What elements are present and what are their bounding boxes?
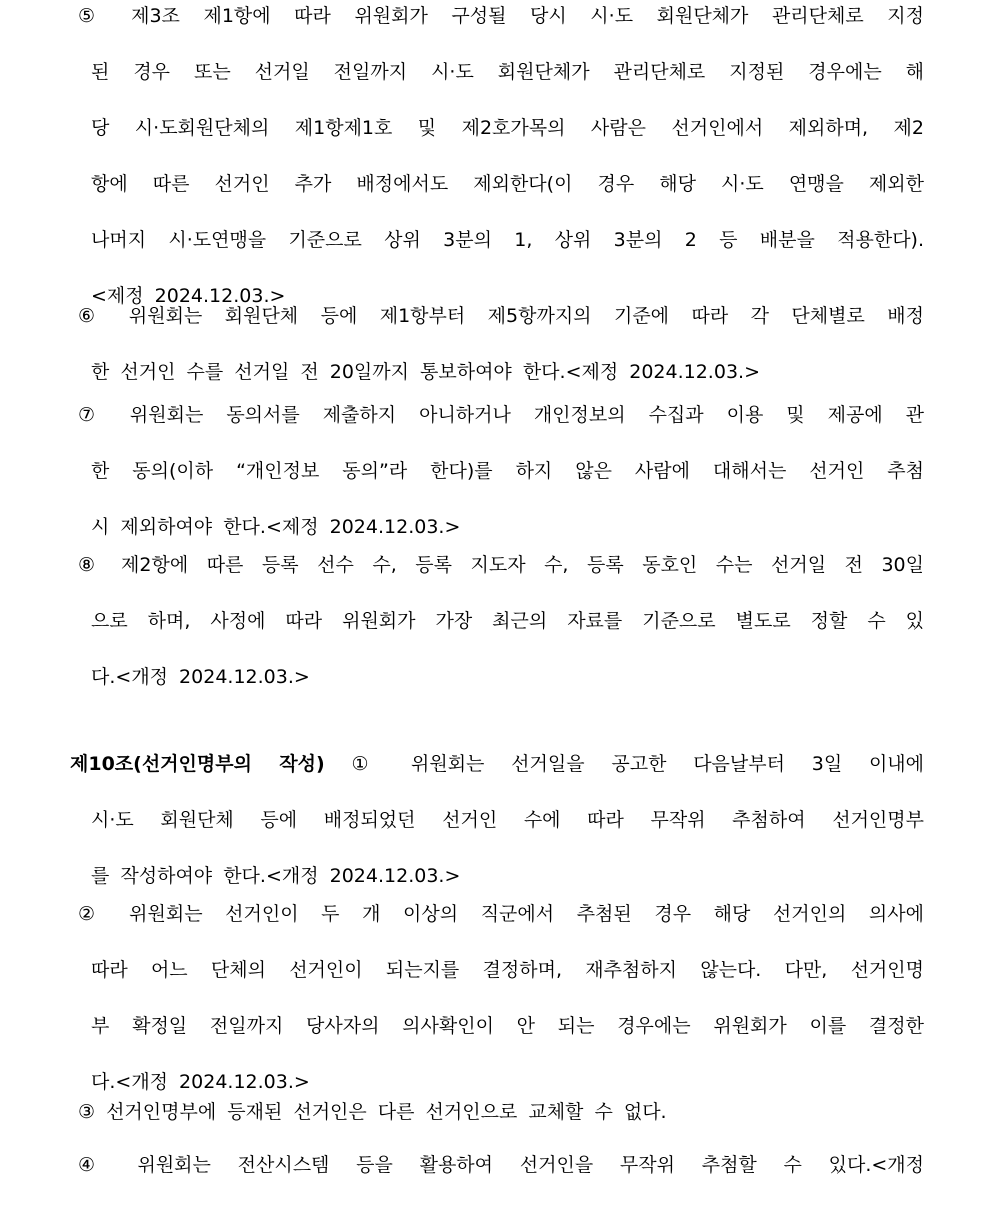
text-line: 다.<개정 2024.12.03.> bbox=[91, 1071, 310, 1093]
text-line: 한 선거인 수를 선거일 전 20일까지 통보하여야 한다.<제정 2024.12.03.> bbox=[91, 361, 760, 383]
text-line: 부 확정일 전일까지 당사자의 의사확인이 안 되는 경우에는 위원회가 이를 결정한 bbox=[91, 1015, 924, 1037]
text-line: 다.<개정 2024.12.03.> bbox=[91, 666, 310, 688]
paragraph-6 bbox=[78, 304, 924, 416]
text-line: 된 경우 또는 선거일 전일까지 시·도 회원단체가 관리단체로 지정된 경우에는 해 bbox=[91, 61, 924, 83]
article-10-clause-4 bbox=[78, 1153, 924, 1209]
article-10-clause-2 bbox=[78, 902, 924, 1126]
text-line: ⑤ 제3조 제1항에 따라 위원회가 구성될 당시 시·도 회원단체가 관리단체로 지정 bbox=[78, 5, 924, 27]
text-line: ⑥ 위원회는 회원단체 등에 제1항부터 제5항까지의 기준에 따라 각 단체별로 배정 bbox=[78, 305, 924, 327]
text-line: 한 동의(이하 “개인정보 동의”라 한다)를 하지 않은 사람에 대해서는 선거인 추첨 bbox=[91, 460, 924, 482]
text-line: 를 작성하여야 한다.<개정 2024.12.03.> bbox=[91, 865, 461, 887]
article-10-clause-3 bbox=[78, 1100, 924, 1156]
text-line: 항에 따른 선거인 추가 배정에서도 제외한다(이 경우 해당 시·도 연맹을 제외한 bbox=[91, 173, 924, 195]
text-line: ⑦ 위원회는 동의서를 제출하지 아니하거나 개인정보의 수집과 이용 및 제공에 관 bbox=[78, 404, 924, 426]
text-line: ② 위원회는 선거인이 두 개 이상의 직군에서 추첨된 경우 해당 선거인의 의사에 bbox=[78, 903, 924, 925]
article-clause-1-start: ① 위원회는 선거일을 공고한 다음날부터 3일 이내에 bbox=[324, 753, 925, 775]
article-first-line bbox=[70, 752, 924, 776]
text-line: 나머지 시·도연맹을 기준으로 상위 3분의 1, 상위 3분의 2 등 배분을 적용한다). bbox=[91, 229, 924, 251]
text-line: <제정 2024.12.03.> bbox=[91, 285, 286, 307]
paragraph-5 bbox=[78, 4, 924, 340]
text-line: ④ 위원회는 전산시스템 등을 활용하여 선거인을 무작위 추첨할 수 있다.<개정 bbox=[78, 1154, 924, 1176]
article-10 bbox=[70, 752, 924, 808]
text-line: 시 제외하여야 한다.<제정 2024.12.03.> bbox=[91, 516, 461, 538]
paragraph-7 bbox=[78, 403, 924, 571]
text-line: 따라 어느 단체의 선거인이 되는지를 결정하며, 재추첨하지 않는다. 다만, 선거인명 bbox=[91, 959, 924, 981]
text-line: 당 시·도회원단체의 제1항제1호 및 제2호가목의 사람은 선거인에서 제외하며, 제2 bbox=[91, 117, 924, 139]
article-title: 제10조(선거인명부의 작성) bbox=[70, 753, 325, 775]
text-line: ③ 선거인명부에 등재된 선거인은 다른 선거인으로 교체할 수 없다. bbox=[78, 1101, 667, 1123]
text-line: ⑧ 제2항에 따른 등록 선수 수, 등록 지도자 수, 등록 동호인 수는 선거일 전 30일 bbox=[78, 554, 924, 576]
text-line: 시·도 회원단체 등에 배정되었던 선거인 수에 따라 무작위 추첨하여 선거인명부 bbox=[91, 809, 924, 831]
text-line: 으로 하며, 사정에 따라 위원회가 가장 최근의 자료를 기준으로 별도로 정할 수 있 bbox=[91, 610, 924, 632]
paragraph-8 bbox=[78, 553, 924, 721]
